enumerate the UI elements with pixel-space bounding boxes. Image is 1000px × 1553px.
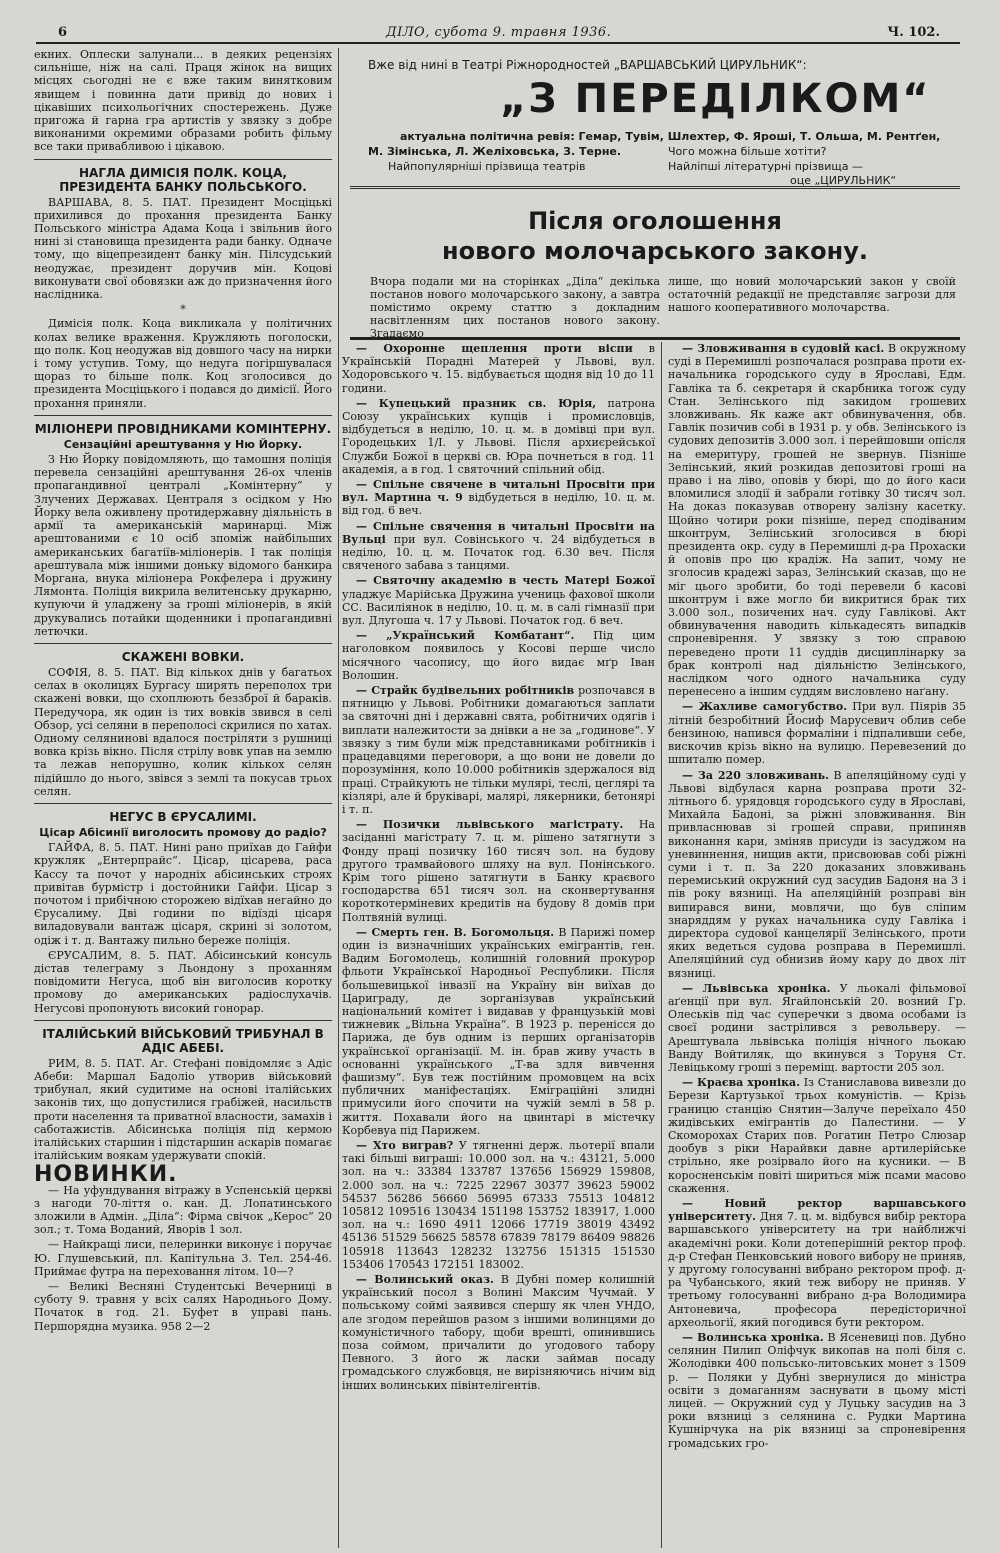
news-item-lead: — Волинська хроніка. xyxy=(682,1331,824,1345)
article-paragraph: Димісія полк. Коца викликала у політичних колах велике враження. Кружляють поголоски, що полк. Коц неодужав від довшого часу на нирки і тому уступив. Тому, що недуга погіршувалася щораз то більше полк. Коц зголосився до президента Мосціцького і подався до димісії. Його прохання приняли. xyxy=(34,317,332,410)
news-item-lead: — Позички львівського магістрату. xyxy=(356,818,624,832)
news-item-text: В апеляційному суді у Львові відбулася карна розправа проти 32-літнього б. урядовця городського суду в Ярославі, Михайла Бадоні, за ріжні зловживання. Він привласнював зі грошей справи, припиняв виконання кари, зміняв присуди із засуджом на уневиннення, нищив акти, присвоював собі ріжні суми і т. п. За 220 доказаних зловживань перемиський окружний суд засудив Бадоня на 3 і пів року вязниці. На апеляційній розправі він випирався вини, мовлячи, що був сліпим знаряддям у руках начальника суду Гавліка і директора судової канцелярії Зелінського, проти яких ведеться судова розправа в Перемишлі. Апеляційний суд обнизив йому кару до двох літ вязниці. xyxy=(668,768,967,980)
news-item xyxy=(342,1273,655,1392)
ad-line: Вже від нині в Театрі Ріжнородностей „ВАРШАВСЬКИЙ ЦИРУЛЬНИК“: xyxy=(368,58,807,72)
news-item-lead: — Хто виграв? xyxy=(356,1138,454,1152)
news-item-lead: — Львівська хроніка. xyxy=(682,981,831,995)
news-item xyxy=(668,1076,966,1195)
article-paragraph: ВАРШАВА, 8. 5. ПАТ. Президент Мосціцькі прихилився до прохання президента Банку Польського міністра Адама Коца і звільнив його нині зі становища президента ради банку. Одначе тому, що віцепрезидент банку мін. Пілсудський неодужає, президент доручив мін. Коцові виконувати свої обовязки аж до призначення його наслідника. xyxy=(34,195,332,302)
article-title: МІЛІОНЕРИ ПРОВІДНИКАМИ КОМІНТЕРНУ. xyxy=(34,421,332,436)
news-item-lead: — Спільне свячене в читальні Просвіти при вул. Мартина ч. 9 xyxy=(342,478,655,505)
news-item xyxy=(668,769,966,980)
news-item xyxy=(342,684,655,816)
divider xyxy=(34,643,332,644)
page-number: 6 xyxy=(58,25,68,40)
news-item-lead: — За 220 зловживань. xyxy=(682,768,829,782)
article-title: НАГЛА ДИМІСІЯ ПОЛК. КОЦА, ПРЕЗИДЕНТА БАНКУ ПОЛЬСЬКОГО. xyxy=(59,165,307,194)
news-item xyxy=(668,1331,966,1450)
news-item xyxy=(342,926,655,1137)
separator-star: * xyxy=(180,303,186,317)
news-item xyxy=(342,574,655,627)
news-item: — На уфундування вітражу в Успенській церкві з нагоди 70-ліття о. кан. Д. Лопатинського зложили в Адмін. „Діла“: Фірма свічок „Керос“ 20 зол.; т. Тома Воданий, Яворів 1 зол. xyxy=(34,1183,332,1237)
news-item-lead: — Охоронне щеплення проти віспи xyxy=(356,342,633,355)
news-item-text: В Парижі помер один із визначніших українських емігрантів, ген. Вадим Богомолець, колишній головний прокурор фльоти Української Народньої Республики. Після большевицької інвазії на Україну він виїхав до Цариграду, де зорганізував український національний комітет і видавав у французькій мові тижневик „Вільна Україна“. В 1923 р. перенісся до Парижа, де був одним із перших організаторів української організації. М. ін. брав живу участь в основанні українського „Т-ва здля вивчення фашизму“. Був теж постійним промовцем на всіх публичних маніфестаціях. Еміграційні злидні примусили його спочити на чужій землі в 58 р. життя. Похавали його на цвинтарі в містечку Корбевуа під Парижем. xyxy=(342,925,655,1137)
news-item-text: В Ясеневиці пов. Дубно селянин Пилип Оліфчук викопав на полі біля с. Жолодівки 400 польсько-литовських монет з 1509 р. — Поляки у Дубні звернулися до міністра освіти з домаганням заснувати в цьому місті лицей. — Окружний суд у Луцьку засудив на 3 роки вязниці з селянина с. Рудки Мартина Кушнірчука на рік вязниці за спроневірення громадських гро- xyxy=(668,1331,966,1450)
masthead-title: ДІЛО, субота 9. травня 1936. xyxy=(386,25,612,40)
divider xyxy=(34,803,332,804)
feature-article xyxy=(350,205,960,340)
news-item xyxy=(342,1139,655,1271)
news-item: — Великі Весняні Студентські Вечерниці в суботу 9. травня у всіх салях Народнього Дому. Початок в год. 21. Буфет в управі пань. Першорядна музика. 958 2—2 xyxy=(34,1280,332,1333)
divider xyxy=(34,1020,332,1021)
ad-line: оце „ЦИРУЛЬНИК“ xyxy=(790,174,897,187)
news-item-lead: — Краєва хроніка. xyxy=(682,1076,801,1090)
column-divider xyxy=(338,48,339,1548)
news-item-text: Із Станиславова вивезли до Берези Картузької трьох комуністів. — Крізь границю станцію Снятин—Залуче переїхало 450 жидівських емігрантів до Палестини. — У Скоморохах Старих пов. Рогатин Петро Слюзар дообув з ріки Нарайвки давне артилерійське стрільно, яке розірвало його на кусники. — В коросненськім повіті шириться між псами масово скаження. xyxy=(668,1076,966,1195)
news-item xyxy=(668,342,966,698)
news-item-lead: — Жахливе самогубство. xyxy=(682,700,848,714)
news-item-lead: — „Український Комбатант“. xyxy=(356,629,575,643)
divider xyxy=(34,415,332,416)
news-item xyxy=(342,629,655,682)
news-item xyxy=(342,342,655,395)
news-item-text: при вул. Совінського ч. 24 відбудеться в неділю, 10. ц. м. Початок год. 6.30 веч. Після свяченого забава з танцями. xyxy=(342,532,655,573)
news-item-lead: — Зловживання в судовій касі. xyxy=(682,342,885,355)
news-item-lead: — Купецький празник св. Юрія, xyxy=(356,396,597,410)
divider xyxy=(34,159,332,160)
news-item xyxy=(342,397,655,476)
article-subtitle: Сензаційні арештування у Ню Йорку. xyxy=(63,437,303,451)
news-item-text: На засіданні магістрату 7. ц. м. рішено затягнути з Фонду праці позичку 160 тисяч зол. на будову другого трамвайового шляху на вул. Понінського. Крім того рішено затягнути в Банку краєвого господарства 651 тисяч зол. на сконвертування короткотерміневих кредитів на будову 8 домів при Полтвяній вулиці. xyxy=(342,818,655,924)
news-item-text: В окружному суді в Перемишлі розпочалася розправа проти ех-начальника городського суду в Ярославі, Едм. Гавліка та б. секретаря й скарбника тогож суду Стан. Зелінського під закидом грошевих зловживань. Як каже акт обвинувачення, обв. Гавлік позичив собі в 1931 р. у обв. Зелінського із судових депозитів 3.000 зол. і перейшовши опісля на емеритуру, грошей не звернув. Пізніше Зелінський, який розкидав депозитові гроші на право і на ліво, оповів у бюрі, що до його каси вломилися злодії й забрали готівку 30 тисяч зол. На доказ показував отворену залізну касетку. Щойно чотири роки пізніше, перед сподіваним шконтрум, Зелінський зголосився в бюрі президента окр. суду в Перемишлі д-ра Прохаски й оповів про цю крадіж. На запит, чому не зголосив крадежі зараз, Зелінський сказав, що не міг цього зробити, бо тоді перевели б касові шконтрум і вже могло би викритися брак тих 3.000 зол., позичених нач. суду Гавлікові. Акт обвинувачення наводить кількадесять випадків спроневірення. У звязку з тою справою переведено проти 11 суддів дисциплінарку за брак контролі над діяльністю Зелінського, наслідком чого одного начальника суду перенесено а іншим суддям висловлено наґану. xyxy=(668,342,966,699)
article-title: ІТАЛІЙСЬКИЙ ВІЙСЬКОВИЙ ТРИБУНАЛ В АДІС АБЕБІ. xyxy=(42,1026,324,1055)
news-item-lead: — Страйк будівельних робітників xyxy=(356,684,575,698)
news-item-text: При вул. Піярів 35 літній безробітний Йосиф Марусевич облив себе бензиною, напився формаліни і підпаливши себе, вискочив крізь вікно на вулицю. Перевезений до шпиталю помер. xyxy=(668,700,966,767)
ad-line: М. Зімінська, Л. Желіховська, З. Терне. xyxy=(368,145,622,158)
news-item-text: розпочався в пятницю у Львові. Робітники домагаються заплати за святочні дні і державні свята, робітничих одягів і виплати належитости за днівки а не за „годинове“. У звязку з тим були між представниками робітників і працедавцями переговори, а що вони не довели до порозуміння, коло 10.000 робітників здержалося від праці. Страйкують не тільки мулярі, теслі, цеглярі та кізлярі, але й бруківарі, малярі, лякерники, бетонярі і т. п. xyxy=(342,684,655,816)
article-paragraph: РИМ, 8. 5. ПАТ. Аг. Стефані повідомляє з Адіс Абеби: Маршал Бадоліо утворив військовий трибунал, який судитиме на основі італійських законів тих, що допустилися грабіжей, насильств проти населення та приватної власности, замахів і саботажистів. Абісинська поліція під кермою італійських старшин і підстаршин аскарів помагає італійським воякам удержувати спокій. xyxy=(34,1056,332,1163)
news-item: — Найкращі лиси, пелеринки виконує і поручає Ю. Глушевський, пл. Капітульна 3. Тел. 254-46. Приймає футра на переховання літом. 10—? xyxy=(34,1238,332,1278)
article-paragraph: ЄРУСАЛИМ, 8. 5. ПАТ. Абісинський консуль дістав телеграму з Льондону з проханням повідомити Негуса, щоб він виголосив коротку промову до американських радіослухачів. Негусові пропонують високий гонорар. xyxy=(34,948,332,1015)
news-item-lead: — Смерть ген. В. Богомольця. xyxy=(356,925,555,939)
news-item-lead: — Волинський оказ. xyxy=(356,1273,494,1287)
feature-title: нового молочарського закону. xyxy=(442,237,868,265)
news-item-text: в Українській Порадні Матерей у Львові, вул. Ходоровського ч. 15. відбувається щодня від 10 до 11 години. xyxy=(342,342,655,395)
column-middle xyxy=(342,342,655,1394)
article-title: НЕГУС В ЄРУСАЛИМІ. xyxy=(109,809,257,824)
news-section-title: НОВИНКИ. xyxy=(34,1162,178,1188)
issue-number: Ч. 102. xyxy=(887,25,940,40)
news-item xyxy=(342,520,655,573)
article-subtitle: Цісар Абісинії виголосить промову до радіо? xyxy=(39,825,327,839)
news-item-text: В Дубні помер колишній український посол з Волині Максим Чучмай. У польському соймі заявився спершу як член УНДО, але згодом перейшов разом з іншими волинцями до комуністичного табору, щоби врешті, опинившись поза соймом, причалити до угодового табору Певного. З його ж ласки займав посаду громадського службовця, не вирізняючись нічим від інших волинських півінтелігентів. xyxy=(342,1273,655,1392)
column-left xyxy=(34,48,332,1335)
news-item-text: Під цим наголовком появилось у Косові перше число місячного часопису, що його видає мґр Іван Волошин. xyxy=(342,629,655,682)
theatre-advertisement xyxy=(350,48,960,189)
news-item-text: уладжує Марійська Дружина учениць фахової школи СС. Василіянок в неділю, 10. ц. м. в салі гімназії при вул. Длугоша ч. 17 у Львові. Початок год. 6 веч. xyxy=(342,587,655,628)
ad-line: Найпопулярніші прізвища театрів xyxy=(388,160,586,173)
news-item xyxy=(342,478,655,518)
ad-line: актуальна політична ревія: Гемар, Тувім, Шлехтер, Ф. Яроші, Т. Ольша, М. Рентґен, xyxy=(400,130,941,143)
news-item-text: У тягненні держ. льотерії впали такі більші виграші: 10.000 зол. на ч.: 43121, 5.000 зол. на ч.: 33384 133787 137656 156929 159808, 2.000 зол. на ч.: 7225 22967 30377 39623 59002 54537 56286 56660 56995 67333 75513 104812 105812 109516 130434 151198 153752 183917, 1.000 зол. на ч.: 1690 4911 12066 17719 38019 43492 45136 51529 56625 58578 67839 78179 86409 98826 105918 113643 128232 132756 151315 151530 153406 170543 172151 183002. xyxy=(342,1138,655,1271)
news-item xyxy=(668,700,966,766)
feature-title: Після оголошення xyxy=(528,207,782,235)
news-item-text: У льокалі фільмової аґенції при вул. Ягайлонській 20. возний Гр. Олеськів під час суперечки з двома особами із своєї родини застрілився з револьверу. — Арештувала львівська поліція нічного льокаю Ванду Войтиляк, що вкинувся з Торуня Ст. Левіцькому гроші з переміщ. вартости 205 зол. xyxy=(668,981,966,1074)
article-paragraph: З Ню Йорку повідомляють, що тамошня поліція перевела сензаційні арештування 26-ох членів пропагандивної централі „Комінтерну“ у Злучених Державах. Централя з осідком у Ню Йорку вела оживлену протидержавну діяльність в армії та американській маринарці. Між арештованими є 10 осіб зпоміж найбільших американських багатіїв-міліонерів. І так поліція арештувала між іншими доньку відомого банкира Моргана, внука міліонера Рокфелера і дружину Лямонта. Поліція викрила велитенську друкарню, купуючи й уладжену за гроші міліонерів, в якій друкувались потайки щоденники і пропагандивні летючки. xyxy=(34,453,332,638)
feature-body: Вчора подали ми на сторінках „Діла“ декілька постанов нового молочарського закону, а завтра помістимо окрему статтю з докладним насвітленням цих постанов нового закону. Згадаємо xyxy=(370,275,660,340)
news-item-lead: — Спільне свячення в читальні Просвіти на Вульці xyxy=(342,519,655,546)
feature-body: лише, що новий молочарський закон у своїй остаточній редакції не представляє загрози для нашого кооперативного молочарства. xyxy=(668,275,956,314)
article-paragraph: СОФІЯ, 8. 5. ПАТ. Від кількох днів у багатьох селах в околицях Бургасу ширять переполох три скажені вовки, що схоплюють беззброї й бараків. Передучора, як один із тих вовків звився в селі Обзор, усі селяни в переполосі скрилися по хатах. Одному селянинові вдалося постріляти з рушниці вовка крізь вікно. Після стрілу вовк упав на землю та лежав непорушно, колик кількох селян підійшло до нього, звівся з землі та покусав трьох селян. xyxy=(34,665,332,798)
news-item xyxy=(342,818,655,924)
article-title: СКАЖЕНІ ВОВКИ. xyxy=(121,649,245,664)
intro-text: екних. Оплески залунали... в деяких рецензіях сильніше, ніж на салі. Праця жінок на вищих місцях сьогодні не є вже таким винятковим явищем і повинна дати привід до нових і цікавіших психольогічних спостережень. Дуже пригожа й гарна гра артистів у звязку з добре виконаними окремими образами робить фільму все таки привабливою і цікавою. xyxy=(34,48,332,154)
ad-line: Чого можна більше хотіти? xyxy=(668,145,827,158)
column-divider xyxy=(661,342,662,1548)
news-item xyxy=(668,1197,966,1329)
news-item-text: патрона Союзу українських купців і промисловців, відбудеться в неділю, 10. ц. м. в домівці при вул. Городецьких 1/І. у Львові. Після архиєрейської Служби Божої в церкві св. Юра почнеться в год. 11 академія, а в год. 1 святочний спільний обід. xyxy=(342,396,656,476)
masthead xyxy=(36,22,960,44)
column-right xyxy=(668,342,966,1452)
news-item-lead: — Святочну академію в честь Матері Божої xyxy=(356,574,655,588)
news-item-text: Дня 7. ц. м. відбувся вибір ректора варшавського університету на три найближчі академічні роки. Коли дотеперішній ректор проф. д-р Стефан Пенковський нового вибору не приняв, у другому голосуванні вибрано ректором проф. д-ра Чубанського, який теж вибору не приняв. У третьому голосуванні вибрано д-ра Володимира Антоневича, професора передісторичної археольогії, який погодився бути ректором. xyxy=(668,1210,967,1329)
ad-line: Найліпші літературні прізвища — xyxy=(668,160,863,173)
news-item xyxy=(668,982,966,1074)
news-item-text: відбудеться в неділю, 10. ц. м. від год. 6 веч. xyxy=(342,491,655,518)
ad-title: „З ПЕРЕДІЛКОМ“ xyxy=(500,76,931,122)
news-item-lead: — Новий ректор варшавського університету. xyxy=(668,1197,966,1224)
article-paragraph: ГАЙФА, 8. 5. ПАТ. Нині рано приїхав до Гайфи кружляк „Ентерпрайс“. Цісар, цісарева, раса Кассу та почот у народніх абісинських строях привітав бурмістр і достойники Гайфи. Цісар з почотом і прибічною сторожею відїхав негайно до Єрусалиму. Дві години по відїзді цісаря виладовували вантаж цісаря, скрині зі золотом, одіж і т. д. Вантажу пильно береже поліція. xyxy=(34,841,332,947)
